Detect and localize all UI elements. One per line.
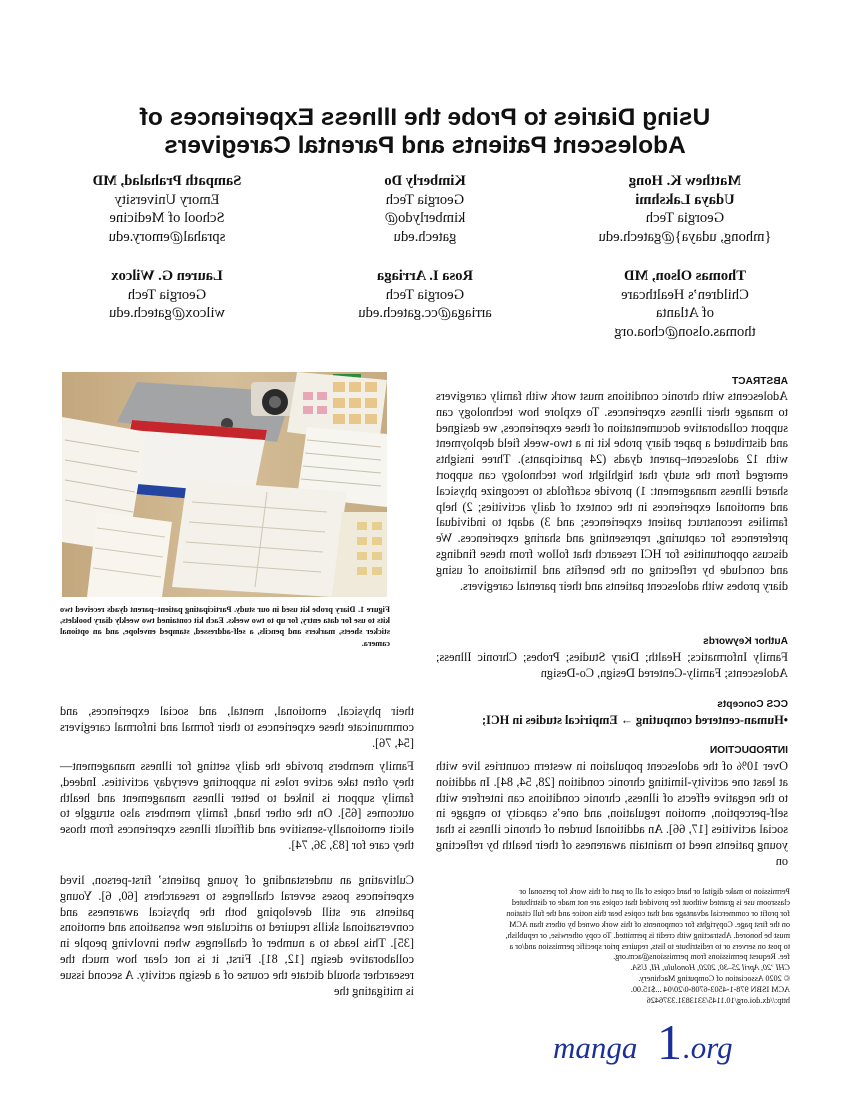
- author-block-do: [325, 172, 525, 246]
- introduction-heading: INTRODUCTION: [709, 745, 788, 756]
- author-email: arriaga@cc.gatech.edu: [358, 305, 492, 321]
- permission-line: on the first page. Copyrights for components of this work owned by others than ACM: [509, 919, 790, 929]
- body-paragraph-1: their physical, emotional, mental, and social experiences, and communicate these experiences to their formal and informal caregivers [54, 76].: [60, 704, 414, 750]
- permission-line: for profit or commercial advantage and that copies bear this notice and the full citation: [506, 908, 790, 918]
- author-affiliation: Georgia Tech: [127, 286, 207, 303]
- author-name: Thomas Olson, MD: [623, 268, 747, 284]
- author-name: Matthew K. Hong: [628, 173, 742, 189]
- author-name: Rosa I. Arriaga: [376, 268, 474, 284]
- author-block-wilcox: [62, 267, 272, 323]
- author-affiliation: Children’s Healthcare: [621, 286, 749, 303]
- permission-line: to post on servers or to redistribute to lists, requires prior specific permission and/or a: [509, 941, 790, 951]
- permission-line: classroom use is granted without fee provided that copies are not made or distributed: [511, 897, 790, 907]
- introduction-text: Over 10% of the adolescent population in western countries live with at least one activity-limiting chronic condition [28, 54, 84]. In addition to the negative effects of illness, chronic conditions can interfere with self-perception, emotion regulation, and one’s capacity to engage in social activities [17, 66]. An additional burden of chronic illness is that young patients need to maintain awareness of their health by reflecting on: [436, 759, 788, 868]
- author-affiliation: School of Medicine: [109, 210, 225, 226]
- keywords-heading: Author Keywords: [703, 636, 788, 647]
- watermark-suffix: .org: [683, 1030, 733, 1065]
- author-email: wilcox@gatech.edu: [109, 305, 225, 321]
- figure-caption-label: Figure 1.: [357, 605, 390, 614]
- permission-line: http://dx.doi.org/10.1145/3313831.3376426: [646, 996, 790, 1006]
- keywords-text: Family Informatics; Health; Diary Studies; Probes; Chronic Illness; Adolescents; Family-Centered Design, Co-Design: [436, 650, 788, 680]
- author-name: Udaya Lakshmi: [635, 191, 735, 208]
- author-affiliation: Emory University: [114, 191, 220, 208]
- author-affiliation: Georgia Tech: [645, 210, 725, 226]
- title-line-2: Adolescent Patients and Parental Caregivers: [164, 132, 686, 159]
- body-paragraph-2: Family members provide the daily setting for illness management—they often take active roles in supporting everyday activities. Indeed, family support is linked to better illness management and health outcomes [65]. On the other hand, family members also struggle to elicit emotionally-sensitive and difficult illness experiences from those they care for [83, 36, 74].: [60, 759, 414, 852]
- author-block-prahalad: [62, 172, 272, 246]
- body-paragraph-3: Cultivating an understanding of young patients’ first-person, lived experiences poses several challenges to researchers [60, 6]. Young patients are still developing both the physical awareness and conversational skills required to articulate new sensations and emotions [35]. This leads to a number of challenges when involving people in collaborative design [12, 81]. First, it is not clear how much the researcher should dictate the course of a design activity. A second issue is mitigating the: [60, 873, 414, 998]
- watermark-numeral: 1: [657, 1014, 682, 1070]
- permission-notice: [435, 887, 790, 1007]
- permission-line: fee. Request permissions from permissions@acm.org.: [613, 952, 790, 962]
- ccs-heading: CCS Concepts: [717, 699, 788, 710]
- author-name: Lauren G. Wilcox: [111, 268, 223, 284]
- permission-line: CHI ’20, April 25–30, 2020, Honolulu, HI, USA.: [630, 963, 790, 973]
- author-block-arriaga: [325, 267, 525, 323]
- author-affiliation: Georgia Tech: [385, 191, 465, 208]
- author-name: Sampath Prahalad, MD: [92, 173, 242, 189]
- author-email: thomas.olson@choa.org: [614, 323, 756, 340]
- permission-line: ACM ISBN 978-1-4503-6708-0/20/04 ...$15.00.: [630, 985, 790, 995]
- author-email: kimberlydo@: [384, 210, 466, 226]
- author-email: gatech.edu: [393, 228, 457, 245]
- watermark-logo: [553, 1013, 793, 1071]
- abstract-heading: ABSTRACT: [731, 376, 788, 387]
- author-affiliation: Georgia Tech: [385, 286, 465, 303]
- permission-line: © 2020 Association of Computing Machinery.: [638, 974, 790, 984]
- paper-title: [60, 104, 790, 160]
- author-name: Kimberly Do: [384, 173, 466, 189]
- permission-line: Permission to make digital or hard copies of all or part of this work for personal or: [519, 887, 790, 896]
- figure-caption-text: Diary probe kit used in our study. Participating patient–parent dyads received two kits to use for data entry, for up to two weeks. Each kit contained two weekly diary booklets, sticker sheets, markers and pencils, a self-addressed, stamped envelope, and an optional camera.: [59, 605, 390, 648]
- author-block-olson: [580, 267, 790, 341]
- author-affiliation: of Atlanta: [656, 305, 714, 321]
- title-line-1: Using Diaries to Probe the Illness Experiences of: [139, 104, 711, 131]
- abstract-text: Adolescents with chronic conditions must work with family caregivers to manage their illness experiences. To explore how technology can support collaborative documentation of these experiences, we designed and distributed a paper diary probe kit in a two-week field deployment with 12 adolescent–parent dyads (24 participants). Three insights emerged from the study that highlight how technology can support shared illness management: 1) provide scaffolds to recognize physical and emotional experiences in the context of daily activities; 2) help families reconstruct patient experiences; and 3) adapt to individual preferences for capturing, representing and sharing experiences. We discuss opportunities for HCI research that follow from these findings and conclude by reflecting on the benefits and limitations of using diary probes with adolescent patients and their parental caregivers.: [436, 389, 788, 593]
- figure-1-photo: [62, 372, 387, 597]
- figure-1-caption: [60, 604, 390, 649]
- permission-line: must be honored. Abstracting with credit is permitted. To copy otherwise, or republish,: [505, 930, 790, 940]
- watermark-prefix: manga: [553, 1030, 638, 1065]
- author-email: sprahal@emory.edu: [108, 228, 226, 245]
- author-email: {mhong, udaya}@gatech.edu: [598, 228, 772, 245]
- author-block-hong: [580, 172, 790, 246]
- diary-kit-illustration: [62, 372, 387, 597]
- ccs-text: •Human-centered computing → Empirical studies in HCI;: [481, 713, 788, 727]
